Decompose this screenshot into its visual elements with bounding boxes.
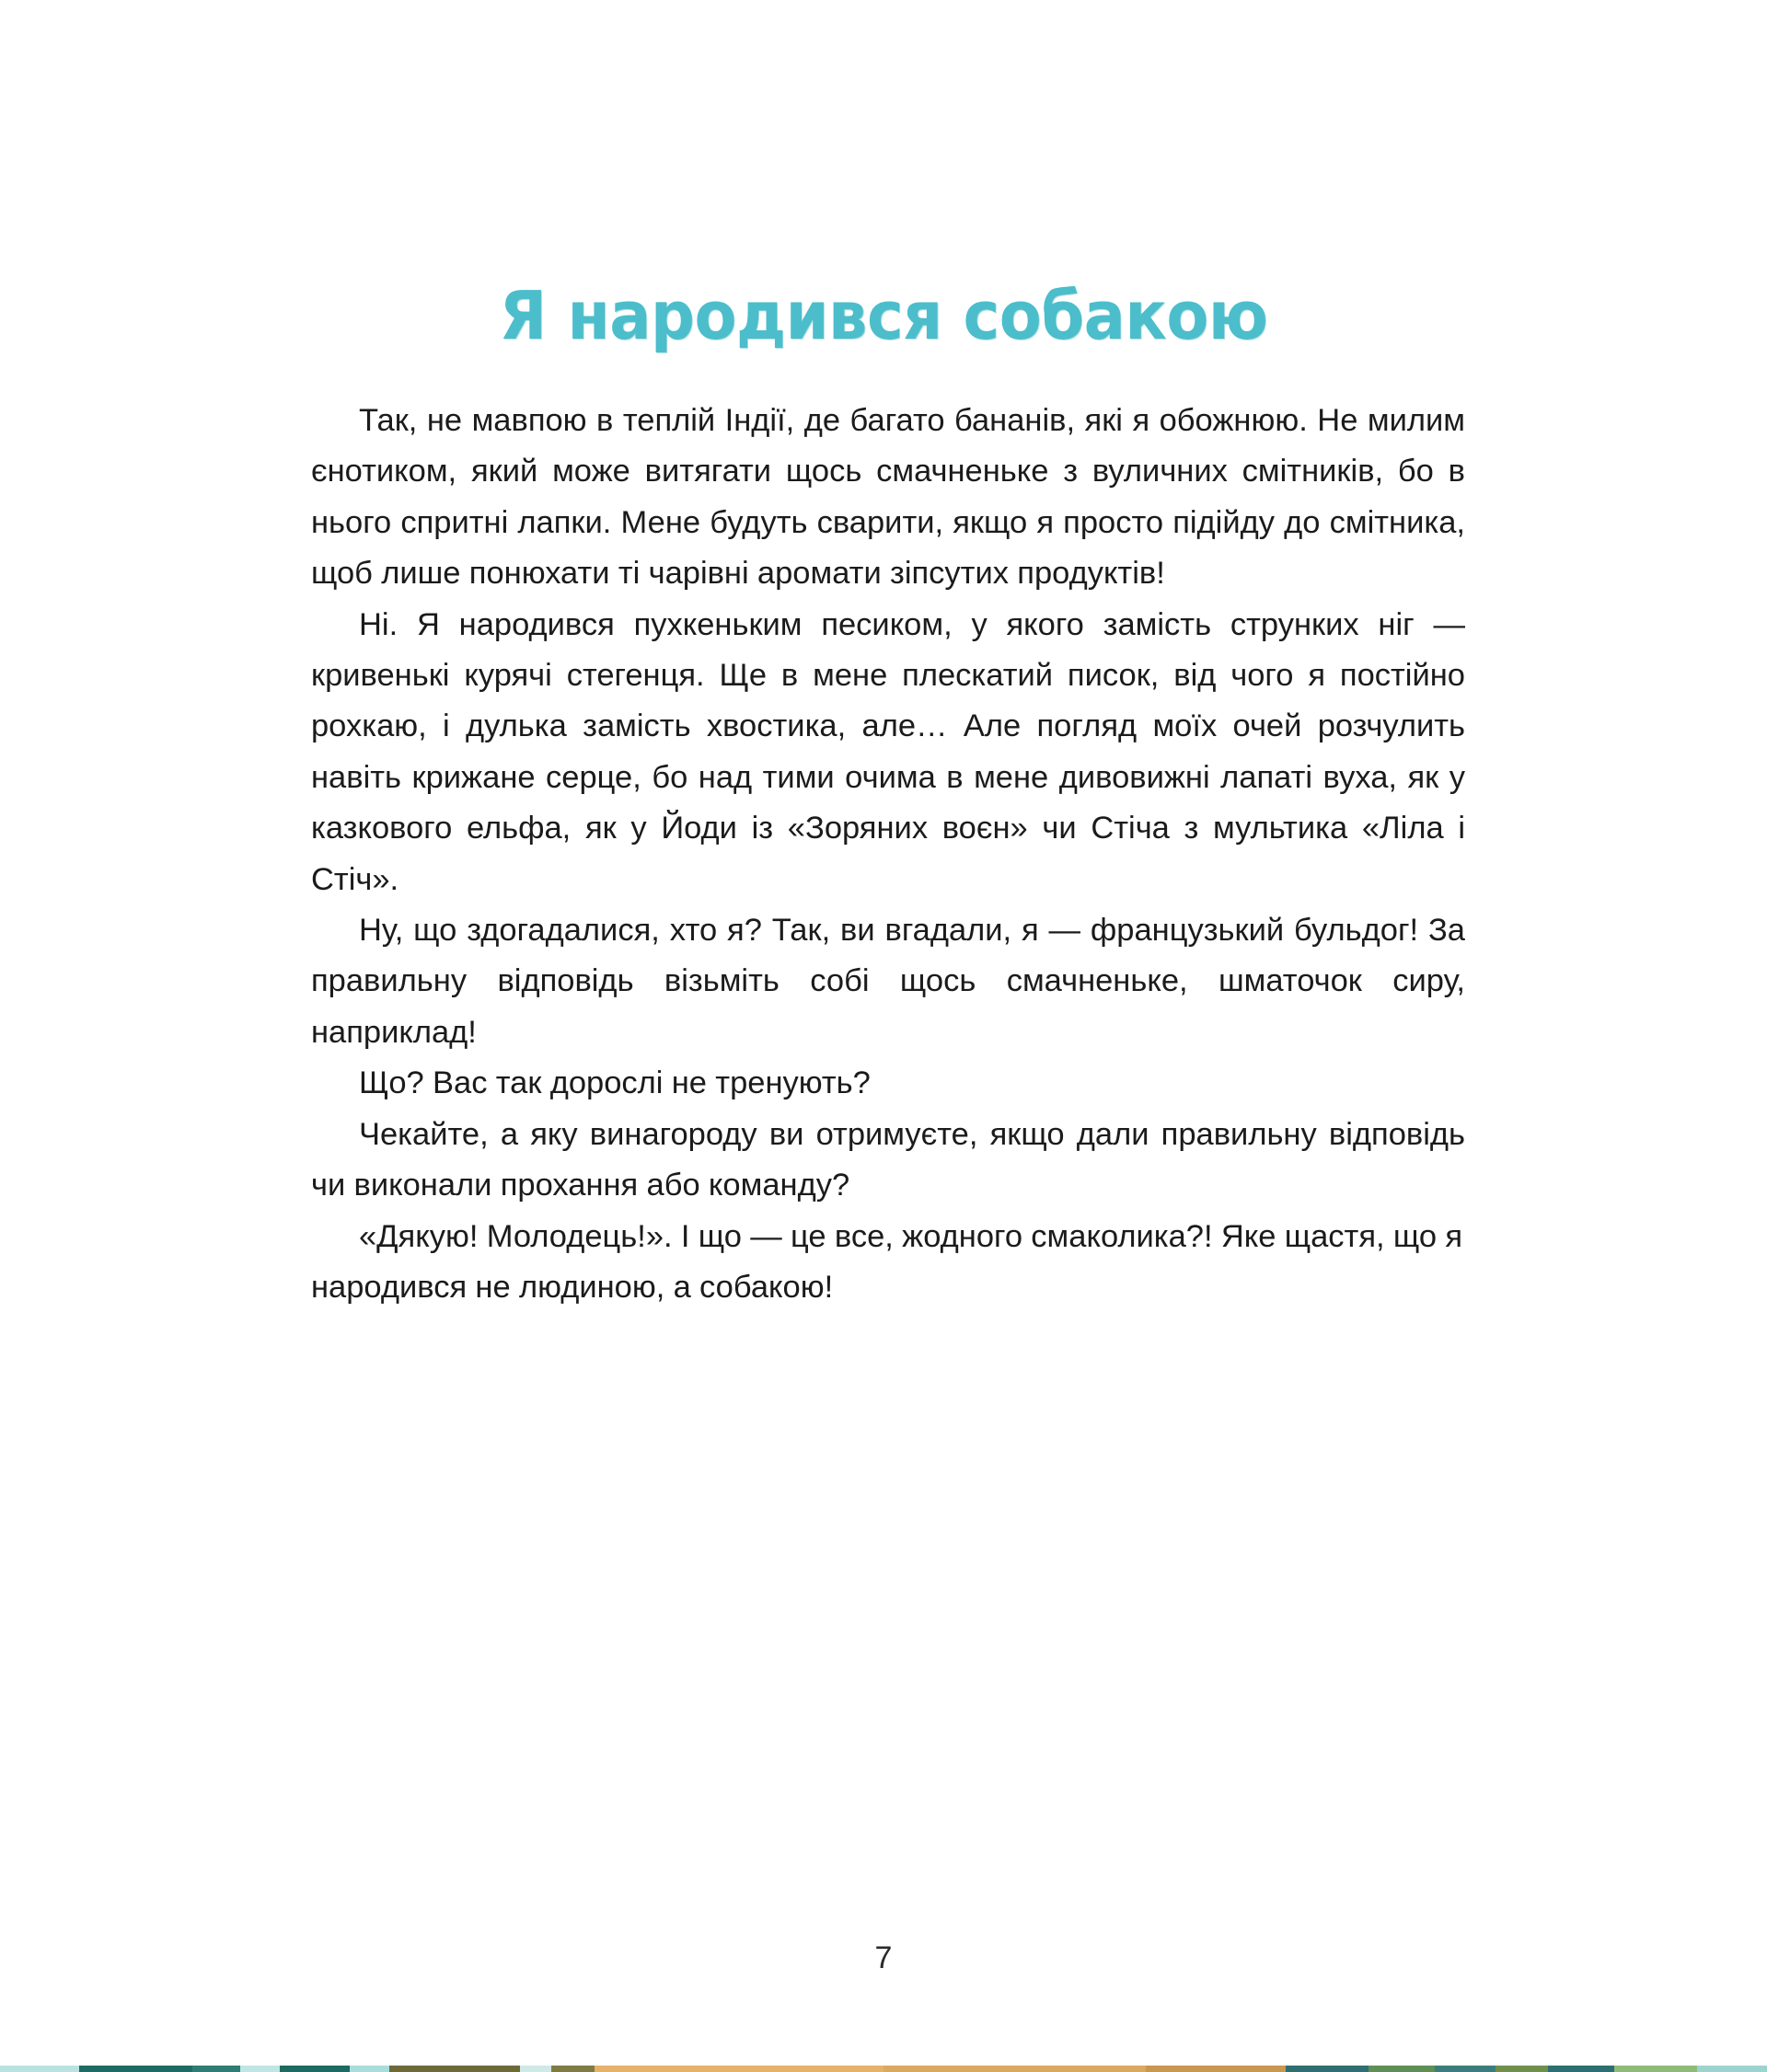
paragraph: Ну, що здогадалися, хто я? Так, ви вгадали, я — французький бульдог! За правильну відповідь візьміть собі щось смачненьке, шматочок сиру, наприклад! bbox=[311, 913, 1465, 1050]
edge-strip-segment bbox=[551, 2066, 595, 2072]
body-text-column bbox=[311, 396, 1465, 1313]
edge-strip-segment bbox=[1614, 2066, 1697, 2072]
edge-strip-segment bbox=[1146, 2066, 1286, 2072]
edge-strip-segment bbox=[884, 2066, 1146, 2072]
page-number: 7 bbox=[874, 1940, 893, 1975]
edge-strip-segment bbox=[1369, 2066, 1434, 2072]
paragraph: Що? Вас так дорослі не тренують? bbox=[359, 1065, 871, 1101]
edge-strip-segment bbox=[389, 2066, 521, 2072]
bottom-edge-strip bbox=[0, 2066, 1767, 2072]
edge-strip-segment bbox=[0, 2066, 79, 2072]
edge-strip-segment bbox=[520, 2066, 550, 2072]
edge-strip-segment bbox=[1548, 2066, 1613, 2072]
paragraph: «Дякую! Молодець!». І що — це все, жодного смаколика?! Яке щастя, що я народився не людиною, а собакою! bbox=[311, 1218, 1463, 1305]
edge-strip-segment bbox=[1286, 2066, 1369, 2072]
edge-strip-segment bbox=[350, 2066, 389, 2072]
edge-strip-segment bbox=[192, 2066, 240, 2072]
edge-strip-segment bbox=[1697, 2066, 1767, 2072]
paragraph: Ні. Я народився пухкеньким песиком, у якого замість стрункиx ніг — кривенькі курячі стегенця. Ще в мене плескатий писок, від чого я постійно рохкаю, і дулька замість хвостика, але… Але погляд моїх очей розчулить навіть крижане серце, бо над тими очима в мене дивовижні лапаті вуха, як у казкового ельфа, як у Йоди із «Зоряних воєн» чи Стіча з мультика «Ліла і Стіч». bbox=[311, 606, 1465, 897]
edge-strip-segment bbox=[280, 2066, 350, 2072]
edge-strip-segment bbox=[595, 2066, 884, 2072]
edge-strip-segment bbox=[1496, 2066, 1548, 2072]
edge-strip-segment bbox=[240, 2066, 280, 2072]
paragraph: Так, не мавпою в теплій Індії, де багато бананів, які я обожнюю. Не милим єнотиком, який може витягати щось смачненьке з вуличних смітників, бо в нього спритні лапки. Мене будуть сварити, якщо я просто підійду до смітника, щоб лише понюхати ті чарівні аромати зіпсутих продуктів! bbox=[311, 403, 1465, 592]
paragraph: Чекайте, а яку винагороду ви отримуєте, якщо дали правильну відповідь чи виконали прохання або команду? bbox=[311, 1116, 1465, 1203]
chapter-title: Я народився собакою bbox=[499, 277, 1268, 355]
edge-strip-segment bbox=[1435, 2066, 1496, 2072]
edge-strip-segment bbox=[79, 2066, 193, 2072]
